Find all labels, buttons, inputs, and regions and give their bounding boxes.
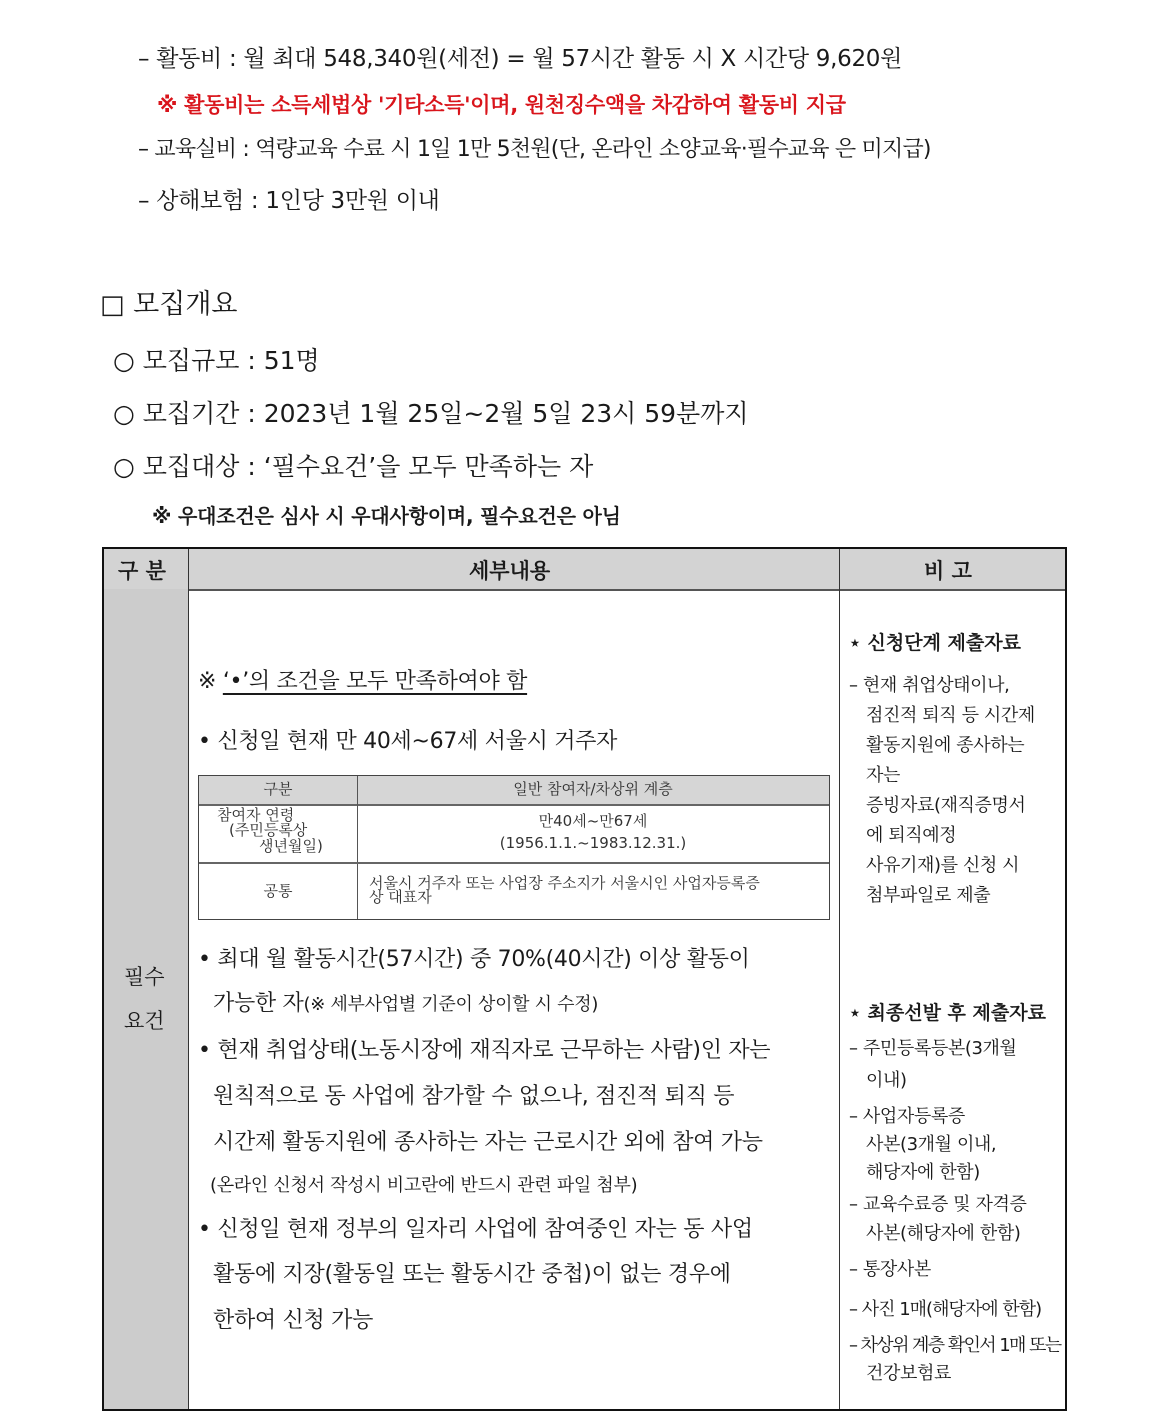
section-title: 모집개요 [133,289,238,320]
header-remarks: 비 고 [924,558,972,583]
table-header-row [104,549,1065,591]
column-divider [188,549,189,1409]
header-details: 세부내용 [469,558,551,583]
eligibility-inner-table: 구분 일반 참여자/차상위 계층 참여자 연령 (주민등록상 생년월일) 만40세~만67세 (1956.1.1.~1983.12.31.) 공통 서울시 거주자 또는 사업장 주소지가 서울시인 사업자등록증 상 대표자 [198,775,830,920]
square-bullet-icon: □ [100,290,125,320]
row-label-cell [104,589,188,1409]
activity-fee-note: ※ 활동비는 소득세법상 '기타소득'이며, 원천징수액을 차감하여 활동비 지급 [157,93,846,117]
recruitment-section-title [100,282,238,321]
bullet-gov-job-line1: • 신청일 현재 정부의 일자리 사업에 참여중인 자는 동 사업 [198,1217,753,1242]
inner-row-divider [199,862,829,864]
bullet-employment-note: (온라인 신청서 작성시 비고란에 반드시 관련 파일 첨부) [210,1175,638,1196]
bullet-employment-line3: 시간제 활동지원에 종사하는 자는 근로시간 외에 참여 가능 [213,1130,763,1155]
bullet-age-residence: • 신청일 현재 만 40세~67세 서울시 거주자 [198,729,618,754]
inner-header-participant: 일반 참여자/차상위 계층 [513,780,673,798]
circle-bullet-icon: ○ [113,399,135,428]
bullet-gov-job-line2: 활동에 지장(활동일 또는 활동시간 중첩)이 없는 경우에 [213,1262,731,1287]
bullet-gov-job-line3: 한하여 신청 가능 [213,1308,374,1333]
bullet-employment-line1: • 현재 취업상태(노동시장에 재직자로 근무하는 사람)인 자는 [198,1038,771,1063]
apply-stage-title: ⋆ 신청단계 제출자료 [849,632,1021,654]
recruitment-period: ○ 모집기간 : 2023년 1월 25일~2월 5일 23시 59분까지 [113,399,749,428]
inner-header-category: 구분 [263,780,293,798]
preference-note: ※ 우대조건은 심사 시 우대사항이며, 필수요건은 아님 [152,504,621,528]
recruitment-scale: ○ 모집규모 : 51명 [113,346,320,375]
bullet-activity-hours-cont: 가능한 자(※ 세부사업별 기준이 상이할 시 수정) [213,991,599,1016]
condition-note: ※ ‘•’의 조건을 모두 만족하여야 함 [198,669,528,694]
column-divider [839,549,840,1409]
final-stage-title: ⋆ 최종선발 후 제출자료 [849,1002,1046,1024]
row-label-line2: 요건 [124,1009,165,1033]
bullet-employment-line2: 원칙적으로 동 사업에 참가할 수 없으나, 점진적 퇴직 등 [213,1084,735,1109]
circle-bullet-icon: ○ [113,346,135,375]
recruitment-target: ○ 모집대상 : ‘필수요건’을 모두 만족하는 자 [113,452,594,481]
insurance-line: – 상해보험 : 1인당 3만원 이내 [138,188,440,214]
activity-fee-line: – 활동비 : 월 최대 548,340원(세전) = 월 57시간 활동 시 X 시간당 9,620원 [138,46,903,72]
inner-common-label: 공통 [263,882,293,900]
bullet-activity-hours: • 최대 월 활동시간(57시간) 중 70%(40시간) 이상 활동이 [198,947,750,972]
row-label-line1: 필수 [124,965,165,989]
education-fee-line: – 교육실비 : 역량교육 수료 시 1일 1만 5천원(단, 온라인 소양교육·필수교육 은 미지급) [138,137,931,162]
circle-bullet-icon: ○ [113,452,135,481]
header-category: 구 분 [118,558,166,583]
